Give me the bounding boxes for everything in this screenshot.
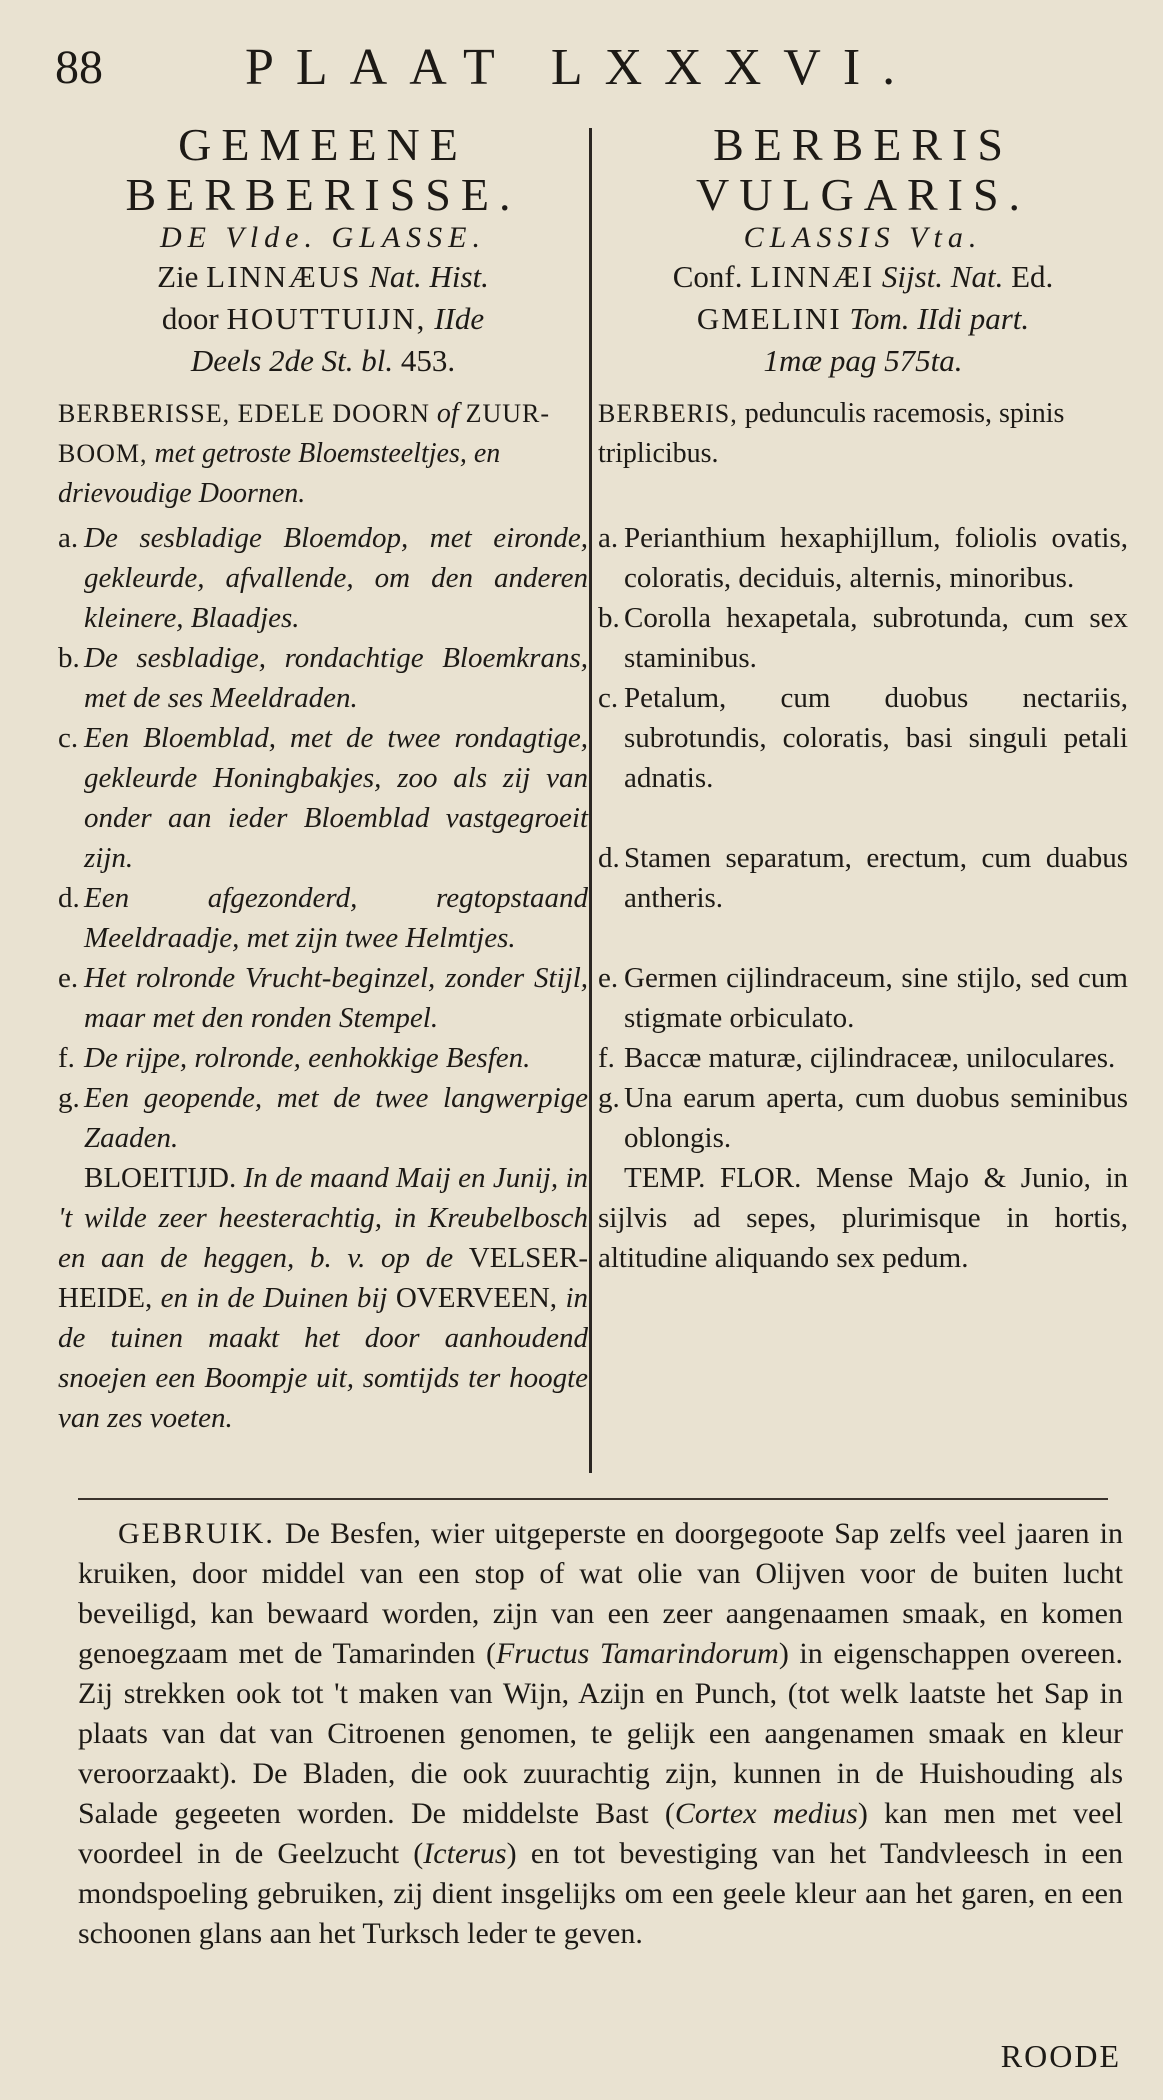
genus-description: met getroste Bloemsteeltjes, en drievoudige Doornen. — [58, 438, 501, 509]
ref-work: Sijst. Nat. — [881, 259, 1004, 294]
flowering-paragraph — [598, 1158, 1128, 1278]
item-text: De sesbladige, rondachtige Bloemkrans, met de ses Meeldraden. — [84, 642, 588, 714]
item-text: Een Bloemblad, met de twee rondagtige, gekleurde Honingbakjes, zoo als zij van onder aan ieder Bloemblad vastgegroeit zijn. — [84, 722, 588, 874]
list-item — [58, 1038, 588, 1078]
item-label: f. — [598, 1042, 615, 1074]
item-label: c. — [598, 682, 619, 714]
latin-title-line2: VULGARIS. — [695, 169, 1031, 220]
item-label: e. — [58, 962, 79, 994]
latin-title-line1: BERBERIS — [713, 119, 1013, 170]
usage-latin-term: Cortex medius — [674, 1797, 858, 1830]
ref-volume: 1mæ pag — [763, 343, 877, 378]
list-item — [598, 1038, 1128, 1078]
ref-word: Zie — [157, 259, 199, 294]
catchword: ROODE — [1000, 2038, 1121, 2074]
usage-text: ) in eigenschappen overeen. Zij strekken ook tot 't maken van Wijn, Azijn en Punch, (tot welk laatste het Sap in plaats van dat van Citroenen genomen, te gelijk een aangenamen smaak en kleur veroorzaakt). De Bladen, die ook zuurachtig zijn, kunnen in de Huishouding als Salade gegeeten worden. De middelste Bast ( — [78, 1637, 1123, 1830]
dutch-column — [58, 120, 588, 1438]
item-label: a. — [598, 522, 619, 554]
item-text: De rijpe, rolronde, eenhokkige Besfen. — [84, 1042, 531, 1074]
list-item — [598, 518, 1128, 598]
ref-page: 575ta. — [884, 343, 963, 378]
ref-page: 453. — [400, 343, 456, 378]
usage-paragraph — [78, 1514, 1123, 1954]
ref-volume: Deels 2de St. bl. — [190, 343, 394, 378]
usage-label: GEBRUIK. — [118, 1517, 275, 1550]
list-item — [58, 958, 588, 1038]
ref-translator: HOUTTUIJN, — [226, 301, 427, 336]
item-label: c. — [58, 722, 79, 754]
item-label: g. — [58, 1082, 80, 1114]
plate-title: PLAAT LXXXVI. — [245, 39, 918, 96]
genus-name: BERBERISSE, EDELE DOORN — [58, 399, 430, 428]
item-label: b. — [598, 602, 620, 634]
ref-work: Nat. Hist. — [369, 259, 489, 294]
flowering-text: In de maand Maij en Junij, in 't wilde zeer heesterachtig, in Kreubelbosch en aan de heggen, b. v. op de — [58, 1162, 588, 1274]
item-text: Petalum, cum duobus nectariis, subrotundis, coloratis, basi singuli petali adnatis. — [624, 682, 1128, 794]
page-number: 88 — [55, 41, 103, 94]
column-divider — [589, 128, 592, 1473]
usage-text: De Besfen, wier uitgeperste en doorgegoote Sap zelfs veel jaaren in kruiken, door middel van een stop of wat olie van Olijven voor de buiten lucht beveiligd, kan bewaard worden, zijn van een zeer aangenaamen smaak, en komen genoegzaam met de Tamarinden ( — [78, 1517, 1124, 1670]
horizontal-rule — [78, 1498, 1108, 1500]
item-text: Una earum aperta, cum duobus seminibus oblongis. — [624, 1082, 1128, 1154]
item-label: d. — [58, 882, 80, 914]
list-item — [598, 838, 1128, 918]
item-text: Germen cijlindraceum, sine stijlo, sed cum stigmate orbiculato. — [624, 962, 1128, 1034]
place-name: OVERVEEN, — [395, 1282, 558, 1314]
ref-author: LINNÆI — [750, 259, 875, 294]
item-text: Het rolronde Vrucht-beginzel, zonder Stijl, maar met den ronden Stempel. — [84, 962, 588, 1034]
latin-class-line: CLASSIS Vta. — [743, 221, 983, 254]
usage-latin-term: Icterus — [423, 1837, 507, 1870]
list-item — [598, 598, 1128, 678]
list-item — [598, 958, 1128, 1038]
item-text: Stamen separatum, erectum, cum duabus antheris. — [624, 842, 1128, 914]
usage-text: ) en tot bevestiging van het Tandvleesch in een mondspoeling gebruiken, zij dient insgelijks om een geele kleur aan het garen, en een schoonen glans aan het Turksch leder te geven. — [78, 1837, 1123, 1950]
dutch-genus — [58, 394, 588, 514]
item-label: b. — [58, 642, 80, 674]
genus-name-alt: ZUUR-BOOM, — [58, 399, 551, 468]
place-name: VELSER-HEIDE, — [58, 1242, 589, 1314]
flowering-label: BLOEITIJD. — [84, 1162, 237, 1194]
latin-column — [598, 120, 1128, 1278]
item-text: Perianthium hexaphijllum, foliolis ovatis, coloratis, deciduis, alternis, minoribus. — [624, 522, 1128, 594]
genus-or: of — [436, 398, 459, 429]
usage-text: ) kan men met veel voordeel in de Geelzucht ( — [78, 1797, 1124, 1870]
dutch-title-line1: GEMEENE — [178, 119, 468, 170]
item-label: d. — [598, 842, 620, 874]
item-text: De sesbladige Bloemdop, met eironde, gekleurde, afvallende, om den anderen kleinere, Blaadjes. — [84, 522, 588, 634]
genus-name: BERBERIS, — [598, 399, 738, 428]
latin-items — [598, 518, 1128, 1158]
usage-latin-term: Fructus Tamarindorum — [495, 1637, 779, 1670]
ref-word: Conf. — [672, 259, 743, 294]
list-item — [598, 678, 1128, 798]
flowering-label: TEMP. FLOR. — [624, 1162, 802, 1194]
list-item — [58, 638, 588, 718]
ref-part: IIde — [434, 301, 485, 336]
item-text: Corolla hexapetala, subrotunda, cum sex staminibus. — [624, 602, 1128, 674]
latin-genus — [598, 394, 1128, 474]
flowering-paragraph — [58, 1158, 588, 1438]
list-item — [58, 518, 588, 638]
list-item — [58, 878, 588, 958]
item-label: g. — [598, 1082, 620, 1114]
item-label: e. — [598, 962, 619, 994]
list-item — [58, 1078, 588, 1158]
dutch-class-line: DE Vlde. GLASSE. — [160, 221, 486, 254]
latin-reference — [598, 256, 1128, 382]
genus-description: pedunculis racemosis, spinis triplicibus. — [598, 398, 1065, 469]
ref-editor: GMELINI — [696, 301, 842, 336]
list-item — [58, 718, 588, 878]
ref-word: door — [161, 301, 219, 336]
flowering-text: in de tuinen maakt het door aanhoudend snoejen een Boompje uit, somtijds ter hoogte van zes voeten. — [58, 1282, 588, 1434]
list-item — [598, 1078, 1128, 1158]
flowering-text: Mense Majo & Junio, in sijlvis ad sepes, plurimisque in hortis, altitudine aliquando sex pedum. — [598, 1162, 1128, 1274]
ref-author: LINNÆUS — [206, 259, 362, 294]
dutch-items — [58, 518, 588, 1158]
item-text: Een afgezonderd, regtopstaand Meeldraadje, met zijn twee Helmtjes. — [84, 882, 588, 954]
item-label: f. — [58, 1042, 75, 1074]
item-text: Baccæ maturæ, cijlindraceæ, uniloculares. — [624, 1042, 1116, 1074]
flowering-text: en in de Duinen bij — [160, 1282, 388, 1314]
item-text: Een geopende, met de twee langwerpige Zaaden. — [84, 1082, 588, 1154]
ref-edition: Ed. — [1011, 259, 1054, 294]
item-label: a. — [58, 522, 79, 554]
ref-tome: Tom. IIdi part. — [849, 301, 1030, 336]
dutch-reference — [58, 256, 588, 382]
dutch-title-line2: BERBERISSE. — [125, 169, 521, 220]
